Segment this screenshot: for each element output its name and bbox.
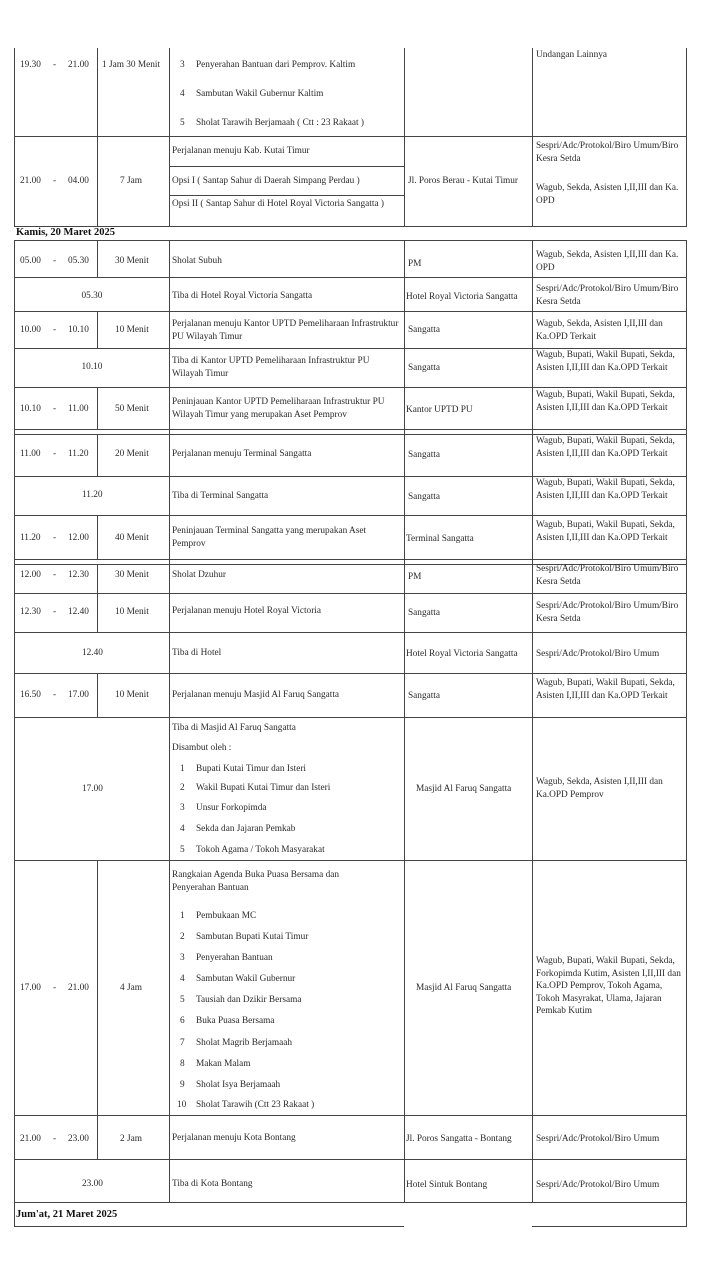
- time-dash: -: [53, 1134, 57, 1144]
- time-end: 12.00: [68, 533, 89, 543]
- time-start: 10.10: [20, 404, 41, 414]
- time-dash: -: [53, 607, 57, 617]
- time-dash: -: [53, 690, 57, 700]
- duration: 2 Jam: [120, 1134, 142, 1144]
- pic-cell: Wagub, Bupati, Wakil Bupati, Sekda, Asisten I,II,III dan Ka.OPD Terkait: [536, 478, 675, 501]
- time-start: 12.00: [20, 570, 41, 580]
- list-item: 1 Bupati Kutai Timur dan Isteri: [180, 764, 307, 774]
- list-item: 10 Sholat Tarawih (Ctt 23 Rakaat ): [177, 1100, 315, 1110]
- list-item: 7 Sholat Magrib Berjamaah: [180, 1038, 293, 1048]
- time-single: 11.20: [82, 490, 103, 500]
- pic-cell: Undangan Lainnya: [536, 50, 607, 60]
- location-cell: Kantor UPTD PU: [406, 405, 473, 415]
- duration: 30 Menit: [115, 570, 149, 580]
- activity-cell: Perjalanan menuju Masjid Al Faruq Sangatta: [172, 690, 340, 700]
- activity-cell: Tiba di Hotel Royal Victoria Sangatta: [172, 291, 313, 301]
- pic-cell: Wagub, Bupati, Wakil Bupati, Sekda, Asisten I,II,III dan Ka.OPD Terkait: [536, 436, 675, 459]
- pic-cell: Sespri/Adc/Protokol/Biro Umum/Biro Kesra Setda: [536, 141, 679, 164]
- time-start: 21.00: [20, 1134, 41, 1144]
- list-item: 4 Sekda dan Jajaran Pemkab: [180, 824, 296, 834]
- location-cell: Masjid Al Faruq Sangatta: [416, 983, 512, 993]
- pic-cell: Wagub, Sekda, Asisten I,II,III dan Ka. OPD: [536, 250, 679, 273]
- activity-cell: Perjalanan menuju Kota Bontang: [172, 1133, 296, 1143]
- time-end: 12.40: [68, 607, 89, 617]
- pic-cell: Wagub, Sekda, Asisten I,II,III dan Ka. OPD: [536, 183, 679, 206]
- location-cell: Sangatta: [408, 691, 441, 701]
- duration: 50 Menit: [115, 404, 149, 414]
- activity-cell: Opsi I ( Santap Sahur di Daerah Simpang Perdau ): [172, 176, 360, 186]
- time-end: 04.00: [68, 176, 89, 186]
- list-item: 6 Buka Puasa Bersama: [180, 1016, 275, 1026]
- list-item: 3 Unsur Forkopimda: [180, 803, 267, 813]
- duration: 10 Menit: [115, 690, 149, 700]
- time-start: 11.00: [20, 449, 41, 459]
- time-single: 12.40: [82, 648, 103, 658]
- list-item: 5 Tokoh Agama / Tokoh Masyarakat: [180, 845, 325, 855]
- activity-cell: Perjalanan menuju Kab. Kutai Timur: [172, 146, 310, 156]
- location-cell: Jl. Poros Sangatta - Bontang: [406, 1134, 512, 1144]
- pic-cell: Sespri/Adc/Protokol/Biro Umum/Biro Kesra Setda: [536, 601, 679, 624]
- time-end: 21.00: [68, 983, 89, 993]
- time-single: 23.00: [82, 1179, 103, 1189]
- list-item: 9 Sholat Isya Berjamaah: [180, 1080, 281, 1090]
- duration: 4 Jam: [120, 983, 142, 993]
- time-dash: -: [53, 176, 57, 186]
- location-cell: Sangatta: [408, 450, 441, 460]
- activity-subtitle: Disambut oleh :: [172, 743, 232, 753]
- activity-cell: Opsi II ( Santap Sahur di Hotel Royal Victoria Sangatta ): [172, 199, 385, 209]
- duration: 10 Menit: [115, 607, 149, 617]
- location-cell: Masjid Al Faruq Sangatta: [416, 784, 512, 794]
- duration: 20 Menit: [115, 449, 149, 459]
- location-cell: Jl. Poros Berau - Kutai Timur: [408, 176, 519, 186]
- list-item: 5 Sholat Tarawih Berjamaah ( Ctt : 23 Rakaat ): [180, 118, 365, 128]
- time-end: 11.20: [68, 449, 89, 459]
- list-item: 5 Tausiah dan Dzikir Bersama: [180, 995, 302, 1005]
- list-item: 1 Pembukaan MC: [180, 911, 257, 921]
- time-end: 12.30: [68, 570, 89, 580]
- time-dash: -: [53, 533, 57, 543]
- location-cell: Sangatta: [408, 363, 441, 373]
- list-item: 2 Wakil Bupati Kutai Timur dan Isteri: [180, 783, 331, 793]
- time-start: 10.00: [20, 325, 41, 335]
- list-item: 4 Sambutan Wakil Gubernur Kaltim: [180, 89, 324, 99]
- location-cell: PM: [408, 259, 422, 269]
- time-single: 10.10: [81, 362, 103, 372]
- pic-cell: Wagub, Bupati, Wakil Bupati, Sekda, Asisten I,II,III dan Ka.OPD Terkait: [536, 350, 675, 373]
- time-dash: -: [53, 60, 57, 70]
- activity-cell: Tiba di Terminal Sangatta: [172, 491, 269, 501]
- pic-cell: Sespri/Adc/Protokol/Biro Umum: [536, 1134, 660, 1144]
- pic-cell: Sespri/Adc/Protokol/Biro Umum: [536, 1180, 660, 1190]
- time-start: 19.30: [20, 60, 41, 70]
- time-end: 21.00: [68, 60, 89, 70]
- activity-cell: Tiba di Masjid Al Faruq Sangatta: [172, 723, 296, 733]
- time-end: 23.00: [68, 1134, 89, 1144]
- location-cell: Sangatta: [408, 608, 441, 618]
- pic-cell: Sespri/Adc/Protokol/Biro Umum/Biro Kesra Setda: [536, 564, 679, 587]
- activity-cell: Peninjauan Terminal Sangatta yang merupakan Aset Pemprov: [172, 526, 367, 549]
- activity-cell: Sholat Subuh: [172, 256, 222, 266]
- time-dash: -: [53, 983, 57, 993]
- pic-cell: Wagub, Bupati, Wakil Bupati, Sekda, Asisten I,II,III dan Ka.OPD Terkait: [536, 520, 675, 543]
- day-heading: Kamis, 20 Maret 2025: [16, 227, 115, 238]
- time-start: 12.30: [20, 607, 41, 617]
- duration: 40 Menit: [115, 533, 149, 543]
- activity-cell: Tiba di Kota Bontang: [172, 1179, 253, 1189]
- time-start: 05.00: [20, 256, 41, 266]
- day-heading: Jum'at, 21 Maret 2025: [16, 1209, 118, 1220]
- time-dash: -: [53, 570, 57, 580]
- activity-cell: Sholat Dzuhur: [172, 570, 226, 580]
- time-end: 10.10: [68, 325, 89, 335]
- time-end: 11.00: [68, 404, 89, 414]
- duration: 7 Jam: [120, 176, 142, 186]
- pic-cell: Sespri/Adc/Protokol/Biro Umum/Biro Kesra Setda: [536, 284, 679, 307]
- duration: 10 Menit: [115, 325, 149, 335]
- time-single: 17.00: [82, 784, 103, 794]
- activity-cell: Peninjauan Kantor UPTD Pemeliharaan Infrastruktur PU Wilayah Timur yang merupakan Aset Pemprov: [172, 397, 385, 420]
- time-start: 21.00: [20, 176, 41, 186]
- list-item: 4 Sambutan Wakil Gubernur: [180, 974, 296, 984]
- location-cell: Hotel Sintuk Bontang: [406, 1180, 488, 1190]
- pic-cell: Wagub, Sekda, Asisten I,II,III dan Ka.OPD Pemprov: [536, 777, 663, 800]
- list-item: 3 Penyerahan Bantuan: [180, 953, 273, 963]
- list-item: 2 Sambutan Bupati Kutai Timur: [180, 932, 309, 942]
- time-dash: -: [53, 256, 57, 266]
- activity-cell: Perjalanan menuju Kantor UPTD Pemeliharaan Infrastruktur PU Wilayah Timur: [172, 319, 399, 342]
- pic-cell: Wagub, Bupati, Wakil Bupati, Sekda, Asisten I,II,III dan Ka.OPD Terkait: [536, 390, 675, 413]
- location-cell: Hotel Royal Victoria Sangatta: [406, 292, 518, 302]
- time-start: 11.20: [20, 533, 41, 543]
- activity-cell: Rangkaian Agenda Buka Puasa Bersama dan Penyerahan Bantuan: [172, 870, 340, 893]
- duration: 1 Jam 30 Menit: [102, 60, 161, 70]
- location-cell: PM: [408, 572, 422, 582]
- pic-cell: Wagub, Bupati, Wakil Bupati, Sekda, Asisten I,II,III dan Ka.OPD Terkait: [536, 678, 675, 701]
- location-cell: Sangatta: [408, 325, 441, 335]
- time-dash: -: [53, 404, 57, 414]
- time-single: 05.30: [81, 291, 103, 301]
- time-end: 17.00: [68, 690, 89, 700]
- time-dash: -: [53, 449, 57, 459]
- pic-cell: Wagub, Bupati, Wakil Bupati, Sekda, Forkopimda Kutim, Asisten I,II,III dan Ka.OPD Pemprov, Tokoh Agama, Tokoh Masyrakat, Ulama, Jajaran Pemkab Kutim: [536, 956, 681, 1016]
- list-item: 8 Makan Malam: [180, 1059, 251, 1069]
- activity-cell: Perjalanan menuju Hotel Royal Victoria: [172, 606, 322, 616]
- activity-cell: Perjalanan menuju Terminal Sangatta: [172, 449, 312, 459]
- time-start: 17.00: [20, 983, 41, 993]
- time-start: 16.50: [20, 690, 41, 700]
- duration: 30 Menit: [115, 256, 149, 266]
- pic-cell: Wagub, Sekda, Asisten I,II,III dan Ka.OPD Terkait: [536, 319, 663, 342]
- location-cell: Terminal Sangatta: [406, 534, 474, 544]
- activity-cell: Tiba di Kantor UPTD Pemeliharaan Infrastruktur PU Wilayah Timur: [172, 356, 370, 379]
- time-end: 05.30: [68, 256, 89, 266]
- activity-cell: Tiba di Hotel: [172, 648, 222, 658]
- list-item: 3 Penyerahan Bantuan dari Pemprov. Kaltim: [180, 60, 356, 70]
- location-cell: Hotel Royal Victoria Sangatta: [406, 649, 518, 659]
- pic-cell: Sespri/Adc/Protokol/Biro Umum: [536, 649, 660, 659]
- location-cell: Sangatta: [408, 492, 441, 502]
- time-dash: -: [53, 325, 57, 335]
